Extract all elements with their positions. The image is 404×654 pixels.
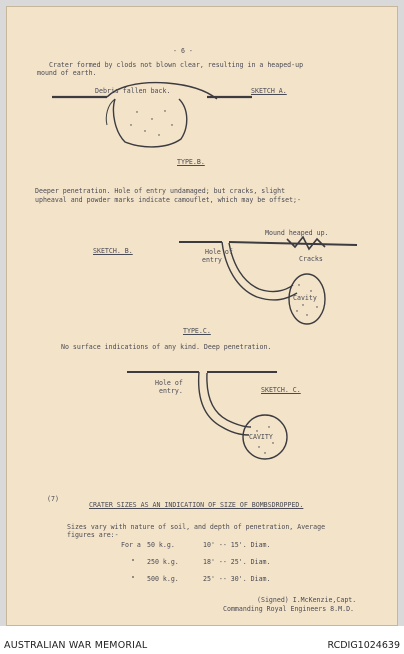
section-7-intro-line-2: figures are:-: [67, 531, 119, 539]
intro-text-line-2: mound of earth.: [37, 69, 97, 77]
sketch-b-hole-label-2: entry: [202, 256, 222, 264]
crater-size-prefix: ": [131, 558, 135, 566]
document-page: [6, 6, 398, 626]
crater-size-prefix: ": [131, 575, 135, 583]
section-7-heading: CRATER SIZES AS AN INDICATION OF SIZE OF BOMBSDROPPED.: [89, 501, 304, 509]
crater-size-weight: 50 k.g.: [147, 541, 175, 549]
crater-size-range: 25' -- 30'. Diam.: [203, 575, 271, 583]
sketch-c-label: SKETCH. C.: [261, 386, 301, 394]
crater-size-weight: 250 k.g.: [147, 558, 179, 566]
type-c-heading: TYPE.C.: [183, 327, 211, 335]
intro-text-line-1: Crater formed by clods not blown clear, resulting in a heaped-up: [49, 61, 304, 69]
crater-size-prefix: For a: [121, 541, 141, 549]
type-b-text-line-1: Deeper penetration. Hole of entry undamaged; but cracks, slight: [35, 187, 286, 195]
section-7-intro-line-1: Sizes vary with nature of soil, and depth of penetration, Average: [67, 523, 326, 531]
crater-size-weight: 500 k.g.: [147, 575, 179, 583]
type-b-text-line-2: upheaval and powder marks indicate camouflet, which may be offset;-: [35, 196, 301, 204]
sketch-b-cracks-label: Cracks: [299, 255, 323, 263]
sketch-b-cavity-label: Cavity: [293, 294, 317, 302]
signature-line-2: Commanding Royal Engineers 8.M.D.: [223, 605, 355, 613]
footer-record-id: RCDIG1024639: [327, 640, 400, 651]
section-7-number: (7): [47, 495, 59, 503]
sketches-illustration: [7, 7, 397, 625]
sketch-b-mound-label: Mound heaped up.: [265, 229, 329, 237]
sketch-c-hole-label-1: Hole of: [155, 379, 183, 387]
sketch-a-debris-label: Debris fallen back.: [95, 87, 171, 95]
signature-line-1: (Signed) I.McKenzie,Capt.: [257, 596, 357, 604]
type-c-text: No surface indications of any kind. Deep penetration.: [61, 343, 272, 351]
sketch-b-label: SKETCH. B.: [93, 247, 133, 255]
type-b-heading: TYPE.B.: [177, 158, 205, 166]
sketch-c-hole-label-2: entry.: [159, 387, 183, 395]
footer-source: AUSTRALIAN WAR MEMORIAL: [4, 640, 148, 651]
sketch-a-label: SKETCH A.: [251, 87, 287, 95]
crater-size-range: 18' -- 25'. Diam.: [203, 558, 271, 566]
crater-size-range: 10' -- 15'. Diam.: [203, 541, 271, 549]
page-number: - 6 -: [173, 47, 193, 55]
archive-footer: [0, 626, 404, 654]
sketch-b-hole-label-1: Hole of: [205, 248, 233, 256]
sketch-c-cavity-label: CAVITY: [249, 433, 273, 441]
